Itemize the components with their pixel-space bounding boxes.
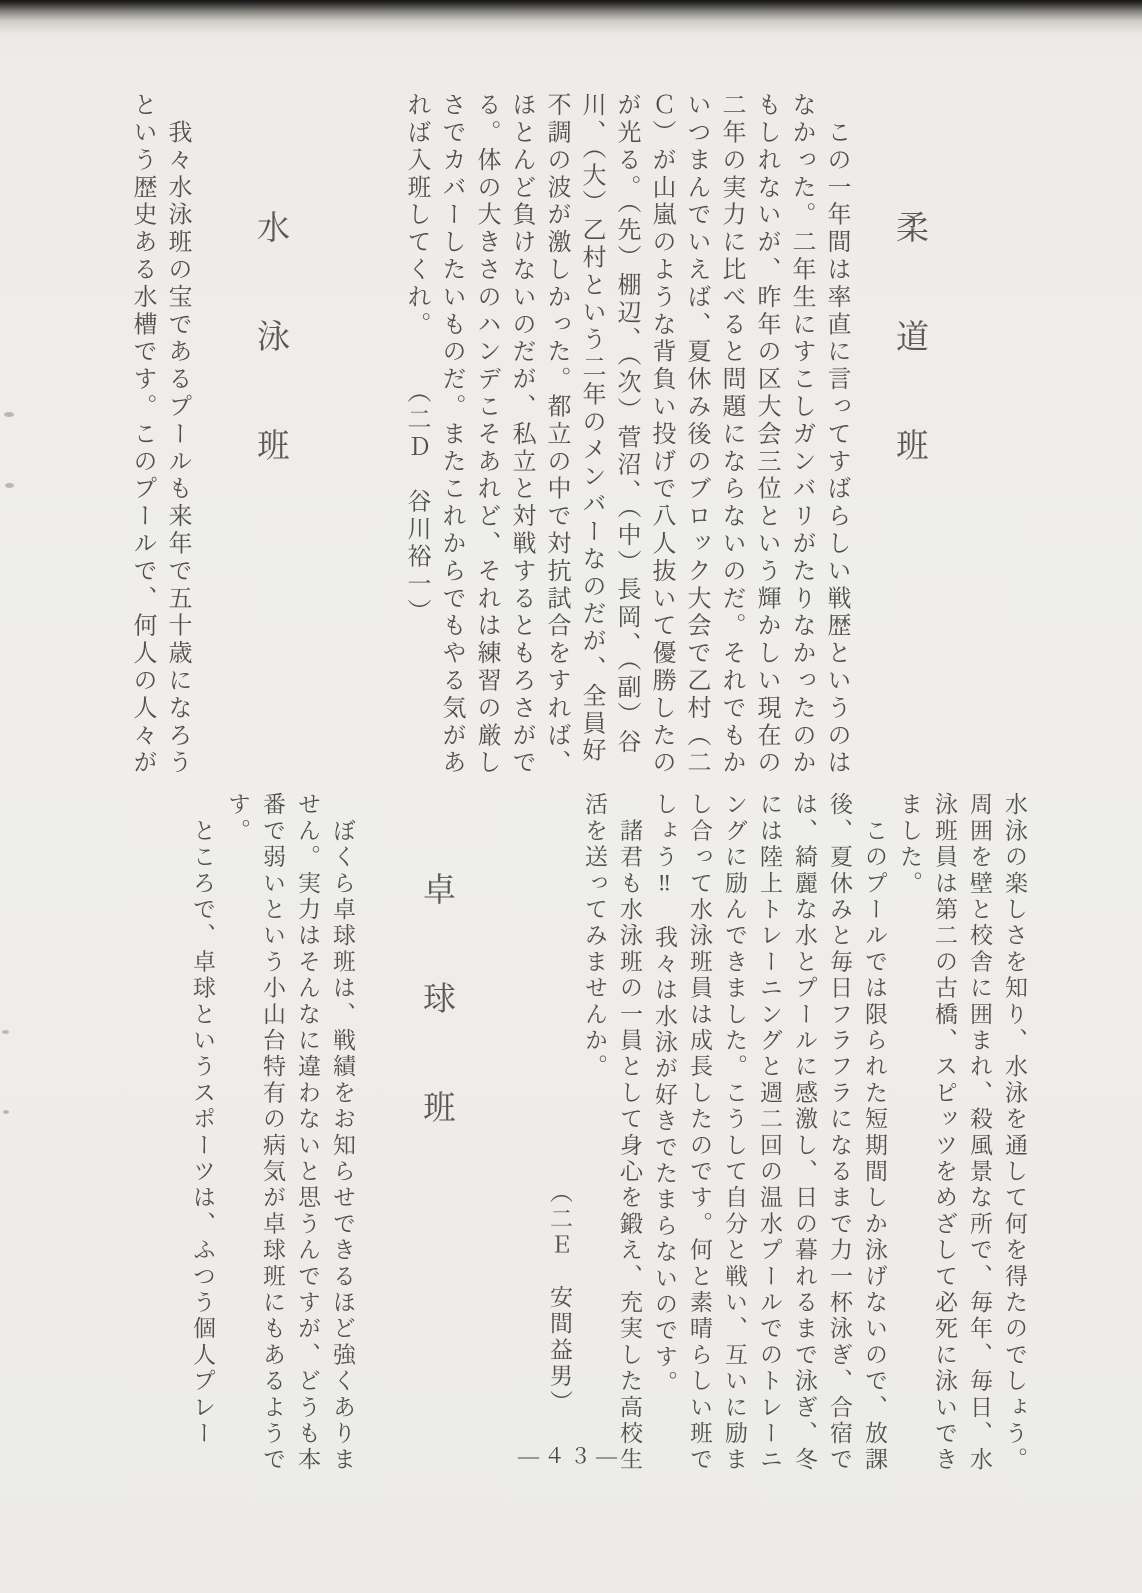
swimming-paragraph-2: このプールでは限られた短期間しか泳げないので、放課後、夏休みと毎日フラフラになるまで力一杯泳ぎ、合宿では、綺麗な水とプールに感激し、日の暮れるまで泳ぎ、冬には陸上トレーニングと週二回の温水プールでのトレーニングに励んできました。こうして自分と戦い、互いに励まし合って水泳班員は成長したのです。何と素晴らしい班でしょう‼ 我々は水泳が好きでたまらないのです。 [652,792,887,1474]
top-text-band [0,92,1142,782]
bottom-text-band [0,792,1142,1480]
judo-paragraph-text: この一年間は率直に言ってすばらしい戦歴というのはなかった。二年生にすこしガンバリがたりなかったのかもしれないが、昨年の区大会三位という輝かしい現在の二年の実力に比べると問題にならないのだ。それでもかいつまんでいえば、夏休み後のブロック大会で乙村（二Ｃ）が山嵐のような背負い投げで八人抜いて優勝したのが光る。（先）棚辺、（次）菅沼、（中）長岡、（副）谷川、（大）乙村という二年のメンバーなのだが、全員好不調の波が激しかった。都立の中で対抗試合をすれば、ほとんど負けないのだが、私立と対戦するともろさがでる。体の大きさのハンデこそあれど、それは練習の厳しさでカバーしたいものだ。またこれからでもやる気があれば入班してくれ。 [403,92,849,777]
page-number: —４３— [518,1444,622,1468]
swimming-section-title: 水泳班 [252,210,288,537]
judo-signature: （二Ｄ 谷川裕一） [403,390,429,626]
swimming-paragraph-1-continued: 水泳の楽しさを知り、水泳を通して何を得たのでしょう。周囲を壁と校舎に囲まれ、殺風景な所で、毎年、毎日、水泳班員は第二の古橋、スピッツをめざして必死に泳いできました。 [897,792,1027,1474]
tabletennis-section-title: 卓球班 [418,872,454,1199]
swimming-signature: （二Ｅ 安間益男） [547,1180,572,1416]
judo-paragraph [398,92,853,782]
tabletennis-paragraph-2: ところで、卓球というスポーツは、ふつう個人プレー [190,792,215,1447]
swimming-paragraph-3: 諸君も水泳班の一員として身心を鍛え、充実した高校生活を送ってみませんか。 [582,792,642,1474]
judo-section-title: 柔道班 [891,210,927,537]
tabletennis-paragraph-1: ぼくら卓球班は、戦績をお知らせできるほど強くありません。実力はそんなに違わないと思うんですが、どうも本番で弱いという小山台特有の病気が卓球班にもあるようです。 [225,792,355,1474]
swimming-paragraph-1-start: 我々水泳班の宝であるプールも来年で五十歳になろうという歴史ある水槽です。このプールで、何人の人々が [129,92,190,777]
scan-edge-shadow [0,0,1142,34]
